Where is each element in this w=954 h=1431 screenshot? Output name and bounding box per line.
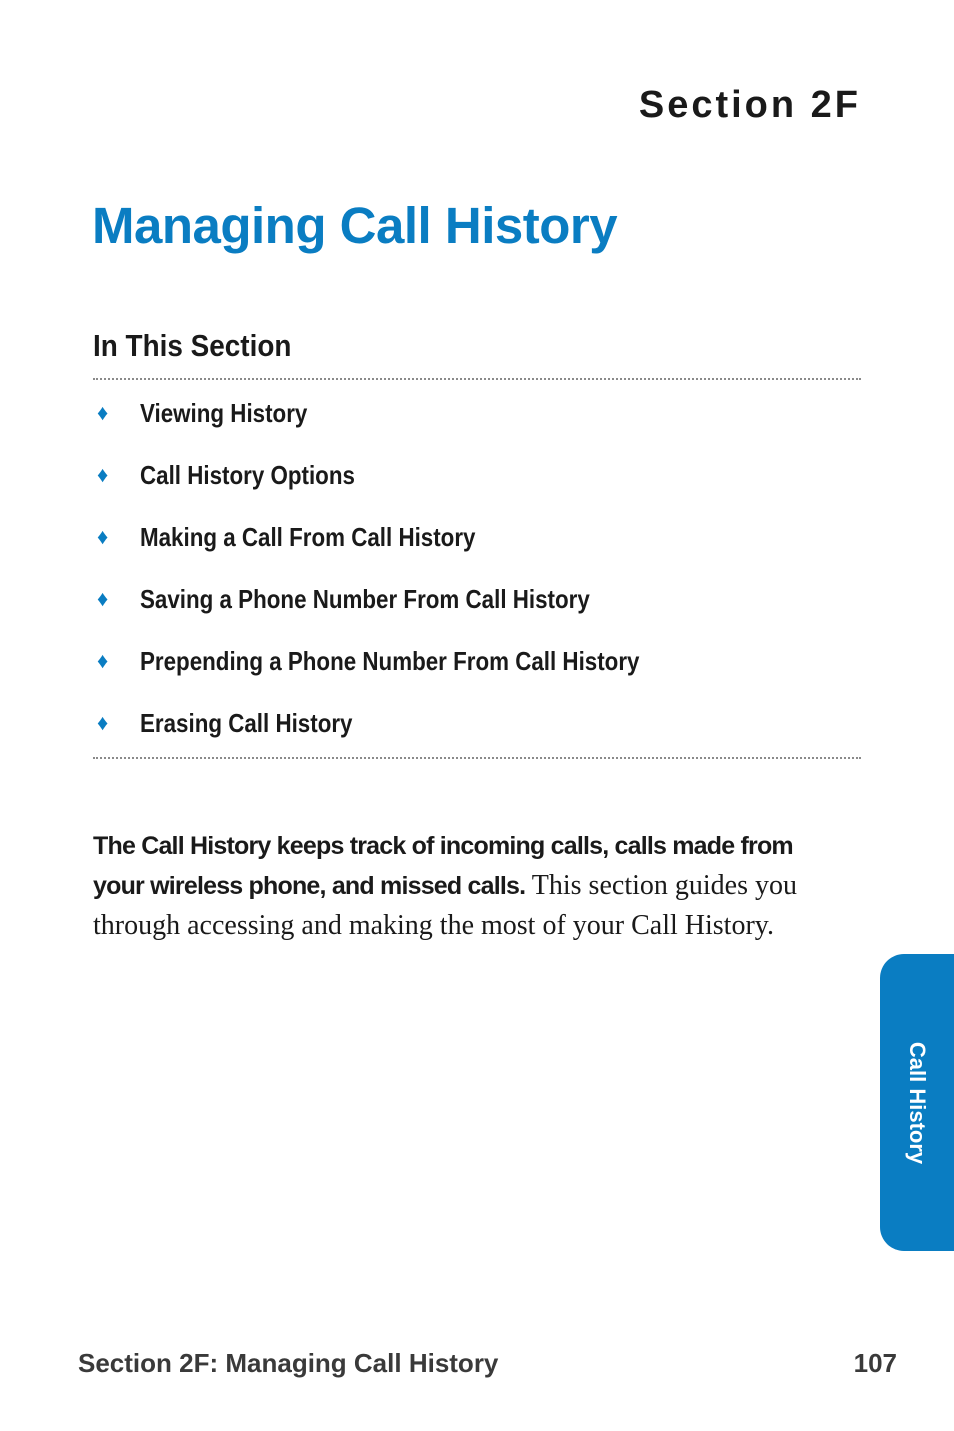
intro-body-text: This section guides you through accessing and making the most of your Call History. <box>93 870 797 941</box>
diamond-bullet-icon: ♦ <box>97 710 109 735</box>
page-title: Managing Call History <box>92 197 618 254</box>
list-item <box>93 517 721 579</box>
diamond-bullet-icon: ♦ <box>97 400 109 425</box>
diamond-bullet-icon: ♦ <box>97 524 109 549</box>
diamond-bullet-icon: ♦ <box>97 462 109 487</box>
diamond-bullet-icon: ♦ <box>97 648 109 673</box>
list-item-label: Erasing Call History <box>140 708 353 738</box>
list-item <box>93 579 721 641</box>
footer-title: Section 2F: Managing Call History <box>78 1348 499 1378</box>
list-item <box>93 455 721 517</box>
list-item-label: Saving a Phone Number From Call History <box>140 584 590 614</box>
divider-top <box>93 378 861 380</box>
intro-lead-text: The Call History keeps track of incoming calls, calls made from your wireless phone, and missed calls. <box>93 832 793 900</box>
list-item <box>93 393 721 455</box>
section-contents-list <box>93 393 721 765</box>
section-label: Section 2F <box>638 84 861 126</box>
in-this-section-heading: In This Section <box>93 328 292 363</box>
list-item-label: Prepending a Phone Number From Call History <box>140 646 640 676</box>
list-item <box>93 703 721 765</box>
side-tab <box>880 954 954 1251</box>
list-item <box>93 641 721 703</box>
page-number: 107 <box>853 1348 897 1378</box>
diamond-bullet-icon: ♦ <box>97 586 109 611</box>
intro-paragraph <box>93 826 813 946</box>
list-item-label: Making a Call From Call History <box>140 522 476 552</box>
list-item-label: Viewing History <box>140 398 308 428</box>
divider-bottom <box>93 757 861 759</box>
list-item-label: Call History Options <box>140 460 355 490</box>
side-tab-label: Call History <box>905 1041 930 1164</box>
